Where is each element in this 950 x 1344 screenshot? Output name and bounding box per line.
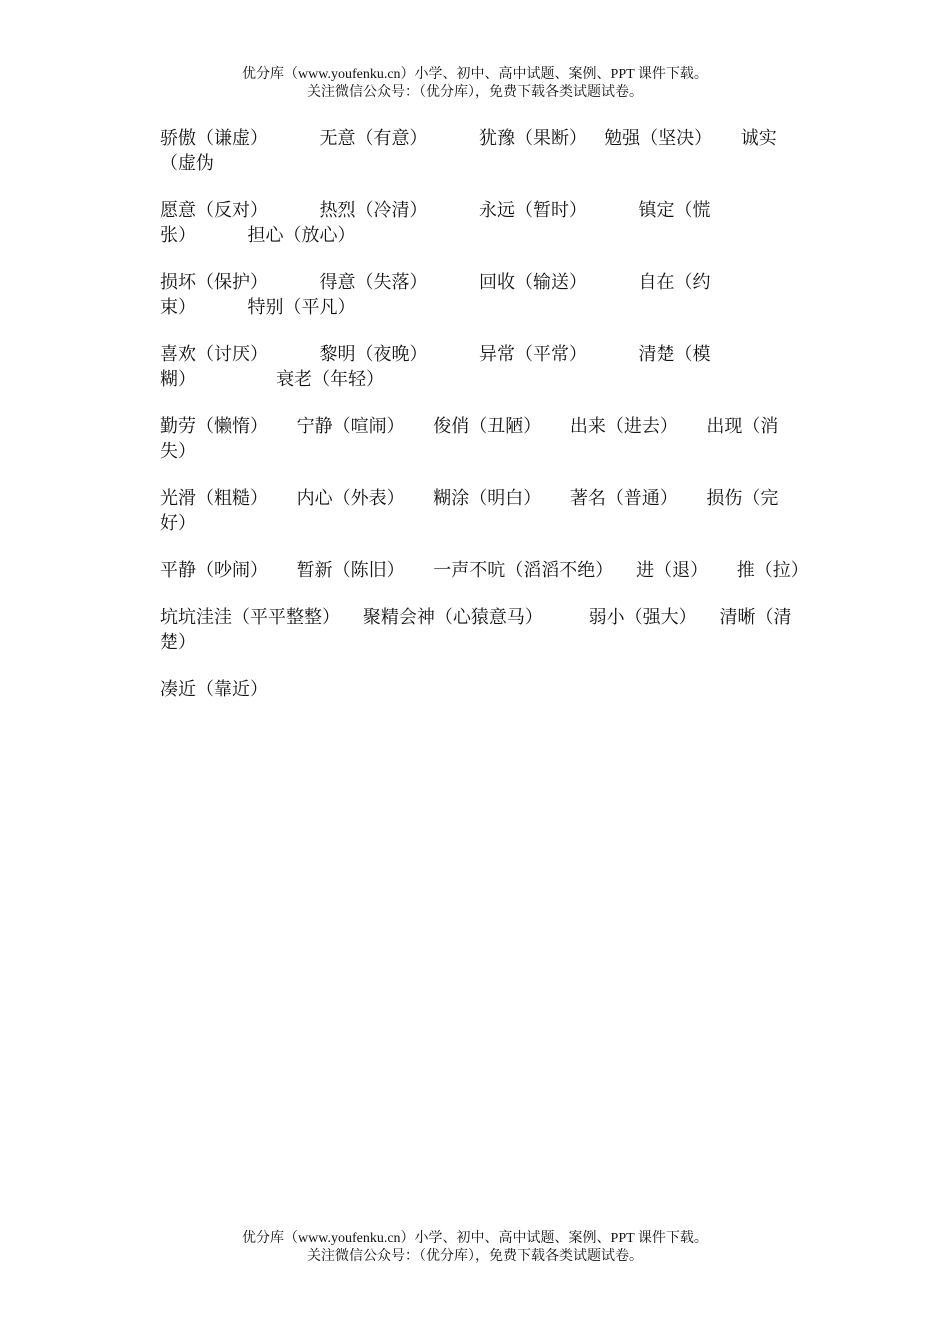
- antonym-list: [160, 126, 809, 724]
- header-line-2: 关注微信公众号：（优分库），免费下载各类试题试卷。: [307, 85, 643, 100]
- footer-line-2: 关注微信公众号：（优分库），免费下载各类试题试卷。: [307, 1249, 643, 1264]
- antonym-row-2: 愿意（反对） 热烈（冷清） 永远（暂时） 镇定（慌张） 担心（放心）: [160, 200, 711, 246]
- antonym-row-9: 凑近（靠近）: [160, 679, 268, 700]
- page-header: [0, 66, 950, 102]
- header-line-1: 优分库（www.youfenku.cn）小学、初中、高中试题、案例、PPT 课件下载。: [242, 67, 708, 82]
- antonym-row-3: 损坏（保护） 得意（失落） 回收（输送） 自在（约束） 特别（平凡）: [160, 272, 711, 318]
- page-footer: [0, 1230, 950, 1266]
- antonym-row-8: 坑坑洼洼（平平整整） 聚精会神（心猿意马） 弱小（强大） 清晰（清楚）: [160, 607, 792, 653]
- antonym-row-7: 平静（吵闹） 暂新（陈旧） 一声不吭（滔滔不绝） 进（退） 推（拉）: [160, 560, 809, 581]
- antonym-row-6: 光滑（粗糙） 内心（外表） 糊涂（明白） 著名（普通） 损伤（完好）: [160, 488, 779, 534]
- antonym-row-5: 勤劳（懒惰） 宁静（喧闹） 俊俏（丑陋） 出来（进去） 出现（消失）: [160, 416, 779, 462]
- antonym-row-1: 骄傲（谦虚） 无意（有意） 犹豫（果断） 勉强（坚决） 诚实（虚伪: [160, 128, 777, 174]
- antonym-row-4: 喜欢（讨厌） 黎明（夜晚） 异常（平常） 清楚（模糊） 衰老（年轻）: [160, 344, 711, 390]
- footer-line-1: 优分库（www.youfenku.cn）小学、初中、高中试题、案例、PPT 课件下载。: [242, 1231, 708, 1246]
